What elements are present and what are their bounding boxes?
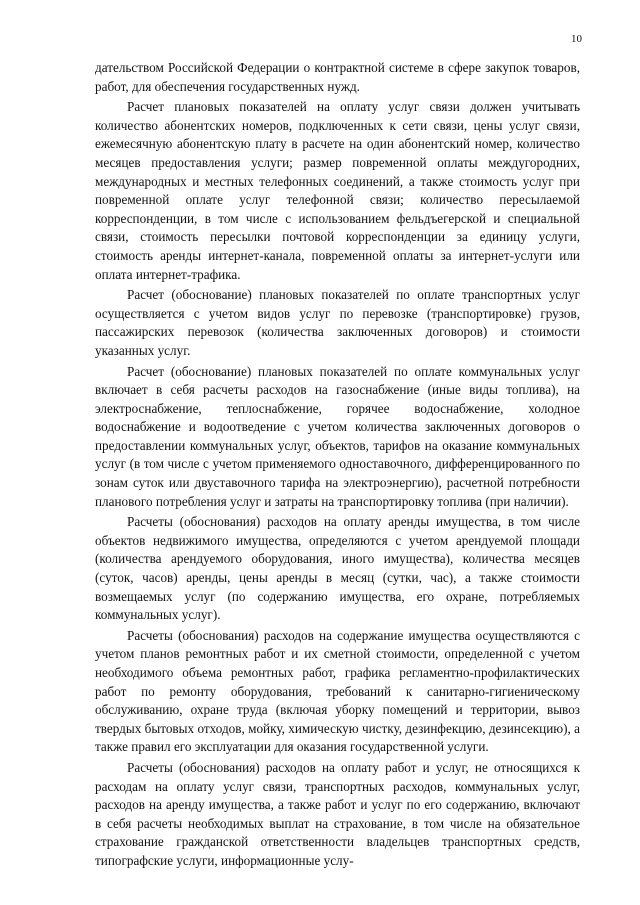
paragraph-other-services: Расчеты (обоснования) расходов на оплату работ и услуг, не относящихся к расходам на оплату услуг связи, транспортных расходов, коммунальных услуг, расходов на аренду имущества, а также работ и услуг по его содержанию, включают в себя расчеты необходимых выплат на страхование, в том числе на обязательное страхование гражданской ответственности владельцев транспортных средств, типографские услуги, информационные услу- xyxy=(95,759,580,868)
paragraph-transport-services: Расчет (обоснование) плановых показателей по оплате транспортных услуг осуществляется с учетом видов услуг по перевозке (транспортировке) грузов, пассажирских перевозок (количества заключенных договоров) и стоимости указанных услуг. xyxy=(95,287,580,358)
body-text xyxy=(95,59,580,873)
paragraph-communication-services: Расчет плановых показателей на оплату услуг связи должен учитывать количество абонентских номеров, подключенных к сети связи, цены услуг связи, ежемесячную абонентскую плату в расчете на один абонентский номер, количество месяцев предоставления услуги; размер повременной оплаты междугородних, международных и местных телефонных соединений, а также стоимость услуг при повременной оплате услуг телефонной связи; количество пересылаемой корреспонденции, в том числе с использованием фельдъегерской и специальной связи, стоимость пересылки почтовой корреспонденции за единицу услуги, стоимость аренды интернет-канала, повременной оплаты за интернет-услуги или оплата интернет-трафика. xyxy=(95,99,580,282)
page-number: 10 xyxy=(571,33,582,45)
paragraph-property-rent: Расчеты (обоснования) расходов на оплату аренды имущества, в том числе объектов недвижимого имущества, определяются с учетом арендуемой площади (количества арендуемого оборудования, иного имущества), количества месяцев (суток, часов) аренды, цены аренды в месяц (сутки, час), а также стоимости возмещаемых услуг (по содержанию имущества, его охране, потребляемых коммунальных услуг). xyxy=(95,514,580,623)
paragraph-continuation: дательством Российской Федерации о контрактной системе в сфере закупок товаров, работ, для обеспечения государственных нужд. xyxy=(95,60,580,94)
paragraph-utility-services: Расчет (обоснование) плановых показателей по оплате коммунальных услуг включает в себя расчеты расходов на газоснабжение (иные виды топлива), на электроснабжение, теплоснабжение, горячее водоснабжение, холодное водоснабжение и водоотведение с учетом количества заключенных договоров о предоставлении коммунальных услуг, объектов, тарифов на оказание коммунальных услуг (в том числе с учетом применяемого одноставочного, дифференцированного по зонам суток или двуставочного тарифа на электроэнергию), расчетной потребности планового потребления услуг и затраты на транспортировку топлива (при наличии). xyxy=(95,363,580,509)
paragraph-property-maintenance: Расчеты (обоснования) расходов на содержание имущества осуществляются с учетом планов ремонтных работ и их сметной стоимости, определенной с учетом необходимого объема ремонтных работ, графика регламентно-профилактических работ по ремонту оборудования, требований к санитарно-гигиеническому обслуживанию, охране труда (включая уборку помещений и территории, вывоз твердых бытовых отходов, мойку, химическую чистку, дезинфекцию, дезинсекцию), а также правил его эксплуатации для оказания государственной услуги. xyxy=(95,627,580,755)
